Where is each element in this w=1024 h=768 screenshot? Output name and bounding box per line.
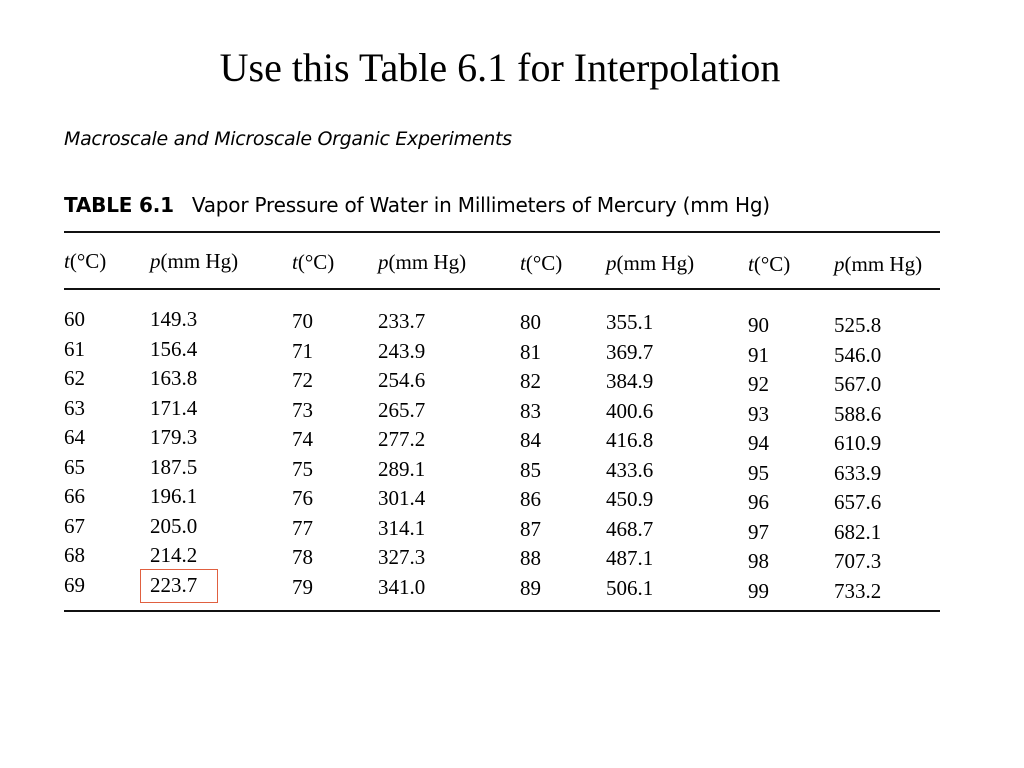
- header-pressure: [834, 252, 922, 277]
- header-pressure-symbol: p: [378, 250, 389, 274]
- header-pressure: [378, 250, 466, 275]
- temperature-cell: 85: [520, 457, 541, 482]
- temperature-cell: 82: [520, 369, 541, 393]
- pressure-cell: 633.9: [834, 460, 882, 485]
- pressure-cell: 546.0: [834, 342, 882, 367]
- pressure-cell: 369.7: [606, 339, 654, 364]
- temperature-cell: 78: [292, 545, 313, 569]
- temperature-cell: 89: [520, 575, 541, 600]
- temperature-cell: 72: [292, 368, 313, 392]
- temperature-cell: 90: [748, 313, 769, 337]
- header-rule: [64, 288, 940, 290]
- pressure-cell: 187.5: [150, 454, 198, 479]
- pressure-cell: 171.4: [150, 395, 198, 420]
- table-label: TABLE 6.1: [64, 193, 174, 217]
- header-pressure-unit: (mm Hg): [616, 250, 695, 275]
- pressure-cell: 400.6: [606, 398, 654, 423]
- header-pressure-unit: (mm Hg): [388, 250, 467, 274]
- header-temperature: [520, 251, 562, 276]
- temperature-cell: 71: [292, 338, 313, 363]
- pressure-cell: 214.2: [150, 543, 198, 567]
- pressure-cell: 223.7: [150, 572, 198, 597]
- header-pressure: [606, 251, 694, 276]
- header-pressure-unit: (mm Hg): [844, 252, 923, 276]
- temperature-cell: 80: [520, 310, 541, 334]
- temperature-cell: 79: [292, 574, 313, 599]
- pressure-cell: 682.1: [834, 519, 882, 544]
- highlight-box: [140, 569, 218, 603]
- pressure-cell: 243.9: [378, 338, 426, 363]
- temperature-cell: 67: [64, 513, 85, 538]
- pressure-cell: 733.2: [834, 578, 882, 603]
- temperature-cell: 61: [64, 336, 85, 361]
- pressure-cell: 156.4: [150, 336, 198, 361]
- temperature-cell: 94: [748, 431, 769, 455]
- table-caption-text: Vapor Pressure of Water in Millimeters of Mercury (mm Hg): [191, 193, 770, 217]
- temperature-cell: 76: [292, 486, 313, 510]
- header-temperature: [292, 250, 334, 275]
- header-temperature-symbol: t: [292, 250, 298, 274]
- temperature-cell: 91: [748, 342, 769, 367]
- temperature-cell: 83: [520, 398, 541, 423]
- temperature-cell: 87: [520, 516, 541, 541]
- header-pressure-symbol: p: [606, 250, 617, 275]
- header-temperature: [748, 252, 790, 277]
- pressure-cell: 289.1: [378, 456, 426, 481]
- pressure-cell: 265.7: [378, 397, 426, 422]
- temperature-cell: 92: [748, 372, 769, 396]
- pressure-cell: 196.1: [150, 484, 198, 508]
- header-temperature-unit: (°C): [297, 250, 335, 274]
- temperature-cell: 96: [748, 490, 769, 514]
- header-pressure-symbol: p: [150, 249, 161, 273]
- header-temperature: [64, 249, 106, 274]
- temperature-cell: 69: [64, 572, 85, 597]
- temperature-cell: 84: [520, 428, 541, 452]
- temperature-cell: 74: [292, 427, 313, 451]
- pressure-cell: 506.1: [606, 575, 654, 600]
- pressure-cell: 341.0: [378, 574, 426, 599]
- pressure-cell: 254.6: [378, 368, 426, 392]
- pressure-cell: 149.3: [150, 307, 198, 331]
- pressure-cell: 163.8: [150, 366, 198, 390]
- pressure-cell: 355.1: [606, 310, 654, 334]
- header-temperature-symbol: t: [748, 252, 754, 276]
- temperature-cell: 66: [64, 484, 85, 508]
- pressure-cell: 468.7: [606, 516, 654, 541]
- pressure-cell: 416.8: [606, 428, 654, 452]
- header-temperature-symbol: t: [64, 249, 70, 273]
- bottom-rule: [64, 610, 940, 612]
- table-caption: [64, 193, 770, 217]
- temperature-cell: 63: [64, 395, 85, 420]
- pressure-cell: 588.6: [834, 401, 882, 426]
- temperature-cell: 64: [64, 425, 85, 449]
- pressure-cell: 610.9: [834, 431, 882, 455]
- pressure-cell: 567.0: [834, 372, 882, 396]
- pressure-cell: 179.3: [150, 425, 198, 449]
- pressure-cell: 277.2: [378, 427, 426, 451]
- pressure-cell: 525.8: [834, 313, 882, 337]
- temperature-cell: 62: [64, 366, 85, 390]
- pressure-cell: 657.6: [834, 490, 882, 514]
- temperature-cell: 60: [64, 307, 85, 331]
- temperature-cell: 65: [64, 454, 85, 479]
- pressure-cell: 301.4: [378, 486, 426, 510]
- book-title: Macroscale and Microscale Organic Experiments: [64, 128, 512, 150]
- header-temperature-symbol: t: [520, 250, 526, 275]
- header-pressure-symbol: p: [834, 252, 845, 276]
- temperature-cell: 70: [292, 309, 313, 333]
- slide-title: Use this Table 6.1 for Interpolation: [219, 45, 781, 90]
- top-rule: [64, 231, 940, 233]
- header-temperature-unit: (°C): [69, 249, 107, 273]
- temperature-cell: 68: [64, 543, 85, 567]
- pressure-cell: 327.3: [378, 545, 426, 569]
- header-pressure-unit: (mm Hg): [160, 249, 239, 273]
- temperature-cell: 97: [748, 519, 769, 544]
- temperature-cell: 81: [520, 339, 541, 364]
- pressure-cell: 384.9: [606, 369, 654, 393]
- temperature-cell: 75: [292, 456, 313, 481]
- pressure-cell: 433.6: [606, 457, 654, 482]
- temperature-cell: 73: [292, 397, 313, 422]
- temperature-cell: 95: [748, 460, 769, 485]
- pressure-cell: 450.9: [606, 487, 654, 511]
- temperature-cell: 77: [292, 515, 313, 540]
- pressure-cell: 314.1: [378, 515, 426, 540]
- pressure-cell: 205.0: [150, 513, 198, 538]
- pressure-cell: 707.3: [834, 549, 882, 573]
- temperature-cell: 98: [748, 549, 769, 573]
- pressure-cell: 487.1: [606, 546, 654, 570]
- pressure-cell: 233.7: [378, 309, 426, 333]
- temperature-cell: 99: [748, 578, 769, 603]
- scanned-table-image: [60, 125, 950, 625]
- header-pressure: [150, 249, 238, 274]
- header-temperature-unit: (°C): [525, 250, 563, 275]
- temperature-cell: 88: [520, 546, 541, 570]
- temperature-cell: 86: [520, 487, 541, 511]
- temperature-cell: 93: [748, 401, 769, 426]
- header-temperature-unit: (°C): [753, 252, 791, 276]
